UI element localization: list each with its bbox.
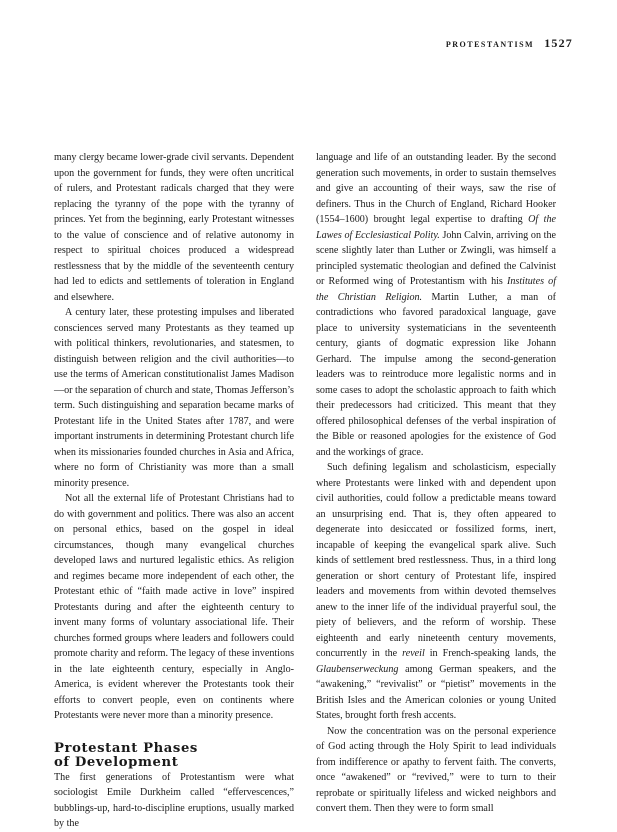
- text-run: in French-speaking lands, the: [424, 648, 556, 659]
- paragraph: [316, 460, 556, 724]
- section-heading: [54, 742, 294, 770]
- page-number: 1527: [544, 36, 573, 50]
- left-column: [54, 150, 294, 832]
- foreign-term: Glaubenserweckung: [316, 663, 399, 675]
- text-run: among German speakers, and the “awakening,” “revivalist” or “pietist” movements in the British Isles and the American colonies or young United States, brought forth fresh accents.: [316, 663, 556, 721]
- paragraph: Not all the external life of Protestant Christians had to do with government and politics. There was also an accent on personal ethics, based on the gospel in ideal circumstances, though many evangelical churches developed laws and nurtured legalistic ethics. As religion and regimes became more independent of each other, the Protestant ethic of “faith made active in love” inspired Protestants during and after the eighteenth century to invent many forms of voluntary associational life. Their churches formed groups where leaders and followers could promote charity and reform. The legacy of these inventions in the late eighteenth century, especially in Anglo-America, is evident wherever the Protestants took their efforts to convert people, even on continents where Protestants were never more than a minority presence.: [54, 493, 294, 721]
- section-heading-line-2: of Development: [54, 754, 179, 770]
- paragraph: Now the concentration was on the personal experience of God acting through the Holy Spirit to lead individuals from indifference or apathy to fervent faith. The converts, once “awakened” or “revived,” were to turn to their reprobate or spiritually lifeless and wicked neighbors and convert them. Then they were to form small: [316, 725, 556, 814]
- running-head-title: protestantism: [445, 38, 535, 50]
- section-heading-line-1: Protestant Phases: [54, 740, 198, 756]
- text-run: language and life of an outstanding leader. By the second generation such movements, in order to sustain themselves and give an accounting of their ways, saw the rise of definers. Thus in the Church of England, Richard Hooker (1554–1600) brought legal expertise to drafting: [316, 152, 556, 225]
- text-run: John Calvin, arriving on the scene slightly later than Luther or Zwingli, was himself a principled systematic theologian and defined the Calvinist or Reformed wing of Protestantism with his: [316, 229, 556, 287]
- paragraph: [316, 150, 556, 460]
- right-column: [316, 150, 556, 817]
- paragraph: A century later, these protesting impulses and liberated consciences served many Protestants as they teamed up with political thinkers, revolutionaries, and statesmen, to distinguish between religion and the civil authorities—to use the terms of American constitutionalist James Madison—or the separation of church and state, Thomas Jefferson’s term. Such distinguishing and separation became marks of Protestant life in the United States after 1787, and were important instruments in determining Protestant church life when its missionaries founded churches in Asia and Africa, where no form of Christianity was more than a small minority presence.: [54, 307, 294, 489]
- text-run: Martin Luther, a man of contradictions who favored paradoxical language, gave place to university systematicians in the seventeenth century, giants of dogmatic expression like Johann Gerhard. The impulse among the second-generation leaders was to reintroduce more legalistic norms and in some cases to adopt the scholastic approach to faith which their predecessors had criticized. This meant that they offered philosophical defenses of the verbal inspiration of the Bible or reasoned apologies for the existence of God and the workings of grace.: [316, 291, 556, 458]
- foreign-term: reveil: [402, 648, 425, 659]
- paragraph: The first generations of Protestantism were what sociologist Emile Durkheim called “effervescences,” bubblings-up, hard-to-discipline eruptions, usually marked by the: [54, 771, 294, 829]
- paragraph: many clergy became lower-grade civil servants. Dependent upon the government for funds, they were often uncritical of rulers, and Protestant radicals charged that they were replacing the tyranny of the pope with the tyranny of princes. Yet from the beginning, early Protestant witnesses to the value of conscience and of relative autonomy in respect to spiritual choices produced a widespread restlessness that by the middle of the seventeenth century had led to edicts and settlements of toleration in England and elsewhere.: [54, 152, 294, 303]
- text-run: Such defining legalism and scholasticism, especially where Protestants were linked with and dependent upon civil authorities, could follow a predictable means toward an unsurprising end. That is, they often appeared to degenerate into desiccated or fossilized forms, inert, incapable of keeping the evangelical spark alive. Such kinds of settlement bred restlessness. Thus, in a third long generation or short century of Protestant life, inspired leaders and movements from within devoted themselves anew to the inner life of the individual prayerful soul, the piety of believers, and the reform of worship. These eighteenth and early nineteenth century movements, concurrently in the: [316, 462, 556, 659]
- running-head: [446, 36, 573, 51]
- book-title: Institutes of the Christian Religion.: [316, 276, 556, 303]
- book-title: Of the Lawes of Ecclesiastical Polity.: [316, 214, 556, 241]
